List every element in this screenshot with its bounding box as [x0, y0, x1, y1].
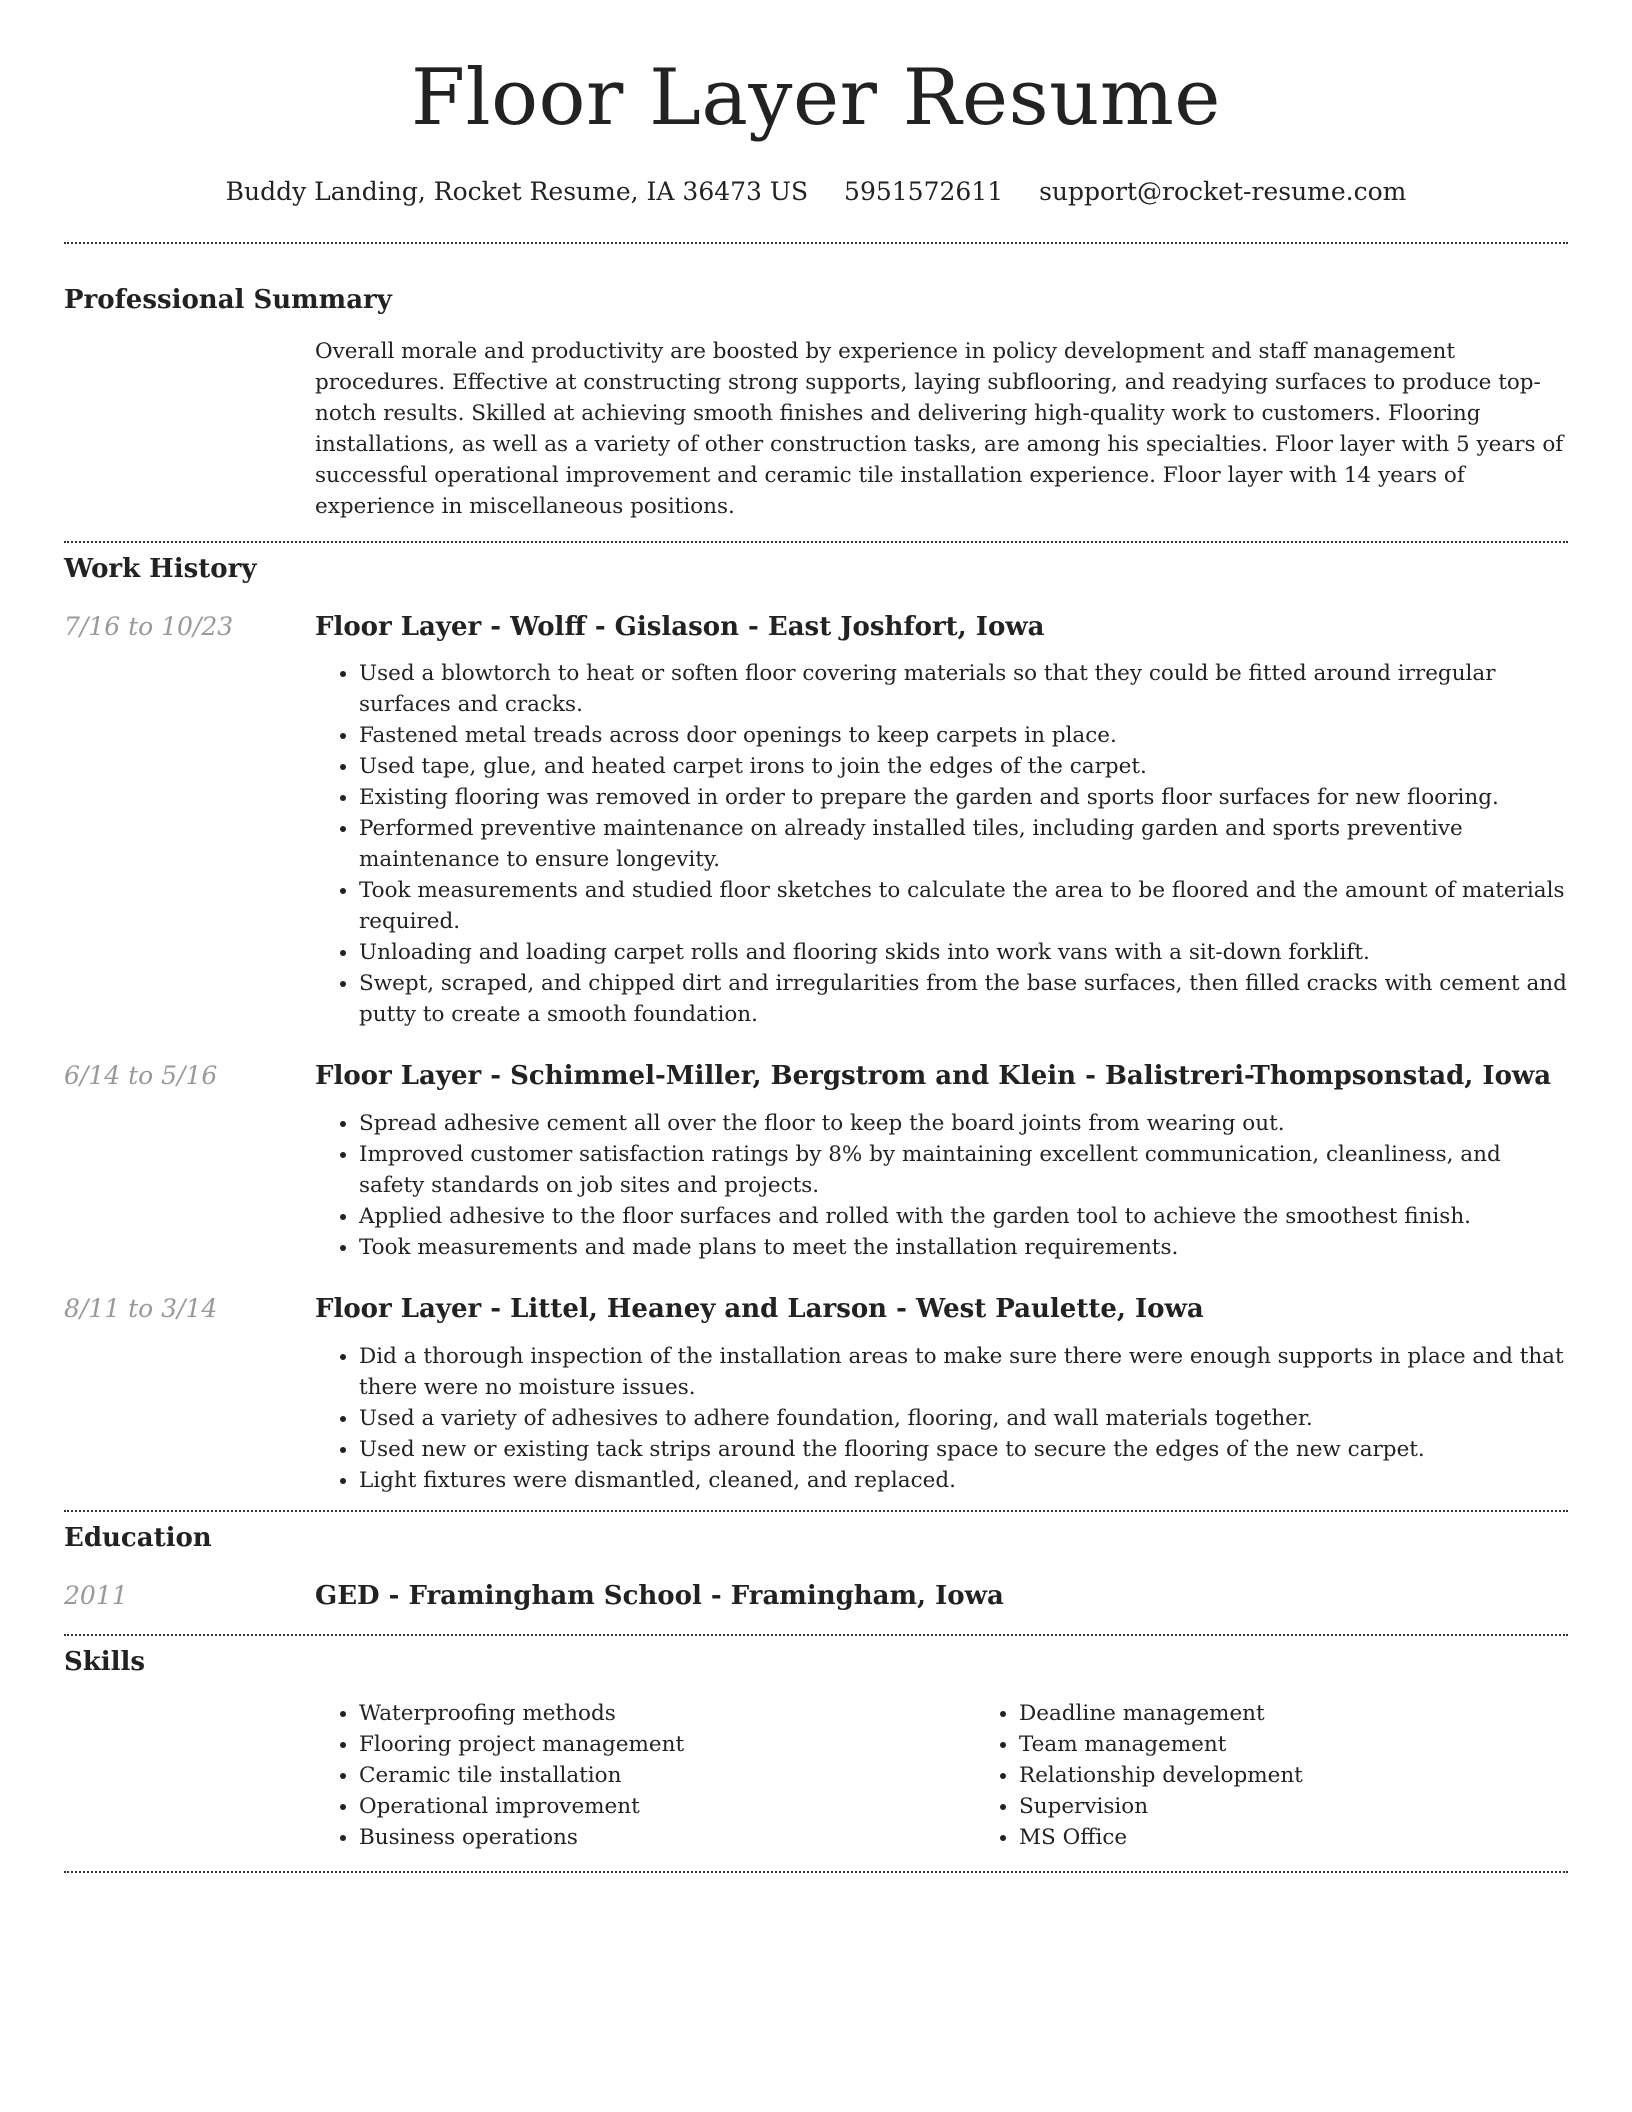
work-history-section: [64, 553, 1568, 1496]
job-title: Floor Layer - Schimmel-Miller, Bergstrom and Klein - Balistreri-Thompsonstad, Iowa: [315, 1061, 1552, 1092]
job-dates: 6/14 to 5/16: [64, 1061, 218, 1091]
contact-line: [64, 176, 1568, 209]
skill-item: • Relationship development: [1019, 1760, 1632, 1791]
list-item: • Light fixtures were dismantled, cleaned, and replaced.: [359, 1465, 1568, 1496]
job-bullets: [315, 1108, 1568, 1263]
job-dates: 8/11 to 3/14: [64, 1294, 218, 1324]
education-year: 2011: [64, 1580, 128, 1610]
skill-item: • Ceramic tile installation: [359, 1760, 975, 1791]
skills-list-left: [315, 1698, 975, 1853]
summary-heading: Professional Summary: [64, 285, 392, 315]
list-item: • Swept, scraped, and chipped dirt and irregularities from the base surfaces, then filled cracks with cement and putty to create a smooth foundation.: [359, 968, 1568, 1030]
education-heading: Education: [64, 1522, 212, 1553]
list-item: • Applied adhesive to the floor surfaces and rolled with the garden tool to achieve the smoothest finish.: [359, 1201, 1568, 1232]
skill-item: • Flooring project management: [359, 1729, 975, 1760]
list-item: • Used new or existing tack strips around the flooring space to secure the edges of the new carpet.: [359, 1434, 1568, 1465]
skill-item: • Supervision: [1019, 1791, 1632, 1822]
job-title: Floor Layer - Littel, Heaney and Larson - West Paulette, Iowa: [315, 1294, 1204, 1325]
job-title: Floor Layer - Wolff - Gislason - East Joshfort, Iowa: [315, 611, 1045, 642]
skill-item: • Team management: [1019, 1729, 1632, 1760]
list-item: • Existing flooring was removed in order to prepare the garden and sports floor surfaces for new flooring.: [359, 782, 1568, 813]
divider: [64, 1634, 1568, 1636]
skills-list-right: [975, 1698, 1632, 1853]
skills-heading: Skills: [64, 1646, 146, 1677]
divider: [64, 242, 1568, 244]
list-item: • Used tape, glue, and heated carpet irons to join the edges of the carpet.: [359, 751, 1568, 782]
job-bullets: [315, 1341, 1568, 1496]
list-item: • Took measurements and made plans to meet the installation requirements.: [359, 1232, 1568, 1263]
list-item: • Fastened metal treads across door openings to keep carpets in place.: [359, 720, 1568, 751]
education-section: [64, 1522, 1568, 1614]
skills-section: [64, 1646, 1568, 1854]
contact-phone: 5951572611: [844, 176, 1004, 206]
list-item: • Did a thorough inspection of the installation areas to make sure there were enough supports in place and that there were no moisture issues.: [359, 1341, 1568, 1403]
job-dates: 7/16 to 10/23: [64, 611, 234, 641]
list-item: • Used a variety of adhesives to adhere foundation, flooring, and wall materials together.: [359, 1403, 1568, 1434]
education-entry: [64, 1580, 1568, 1614]
list-item: • Performed preventive maintenance on already installed tiles, including garden and sports preventive maintenance to ensure longevity.: [359, 813, 1568, 875]
skill-item: • Operational improvement: [359, 1791, 975, 1822]
job-entry: [64, 1293, 1568, 1496]
skill-item: • Deadline management: [1019, 1698, 1632, 1729]
list-item: • Used a blowtorch to heat or soften floor covering materials so that they could be fitted around irregular surfaces and cracks.: [359, 658, 1568, 720]
list-item: • Took measurements and studied floor sketches to calculate the area to be floored and the amount of materials required.: [359, 875, 1568, 937]
education-title: GED - Framingham School - Framingham, Iowa: [315, 1580, 1004, 1611]
resume-title: Floor Layer Resume: [411, 53, 1221, 143]
list-item: • Spread adhesive cement all over the floor to keep the board joints from wearing out.: [359, 1108, 1568, 1139]
divider: [64, 1510, 1568, 1512]
contact-email: support@rocket-resume.com: [1039, 176, 1407, 206]
skill-item: • MS Office: [1019, 1822, 1632, 1853]
job-entry: [64, 611, 1568, 1031]
work-history-heading: Work History: [64, 553, 257, 584]
divider: [64, 541, 1568, 543]
summary-section: [64, 284, 1568, 522]
summary-text: Overall morale and productivity are boosted by experience in policy development and staff management procedures. Effective at constructing strong supports, laying subflooring, and readying surfaces to produce top-notch results. Skilled at achieving smooth finishes and delivering high-quality work to customers. Flooring installations, as well as a variety of other construction tasks, are among his specialties. Floor layer with 5 years of successful operational improvement and ceramic tile installation experience. Floor layer with 14 years of experience in miscellaneous positions.: [315, 338, 1564, 519]
skill-item: • Business operations: [359, 1822, 975, 1853]
summary-row: [64, 336, 1568, 522]
skills-row: [64, 1698, 1568, 1853]
job-bullets: [315, 658, 1568, 1030]
list-item: • Improved customer satisfaction ratings by 8% by maintaining excellent communication, cleanliness, and safety standards on job sites and projects.: [359, 1139, 1568, 1201]
job-entry: [64, 1060, 1568, 1263]
list-item: • Unloading and loading carpet rolls and flooring skids into work vans with a sit-down forklift.: [359, 937, 1568, 968]
skill-item: • Waterproofing methods: [359, 1698, 975, 1729]
contact-address: Buddy Landing, Rocket Resume, IA 36473 US: [225, 176, 809, 206]
divider: [64, 1871, 1568, 1873]
